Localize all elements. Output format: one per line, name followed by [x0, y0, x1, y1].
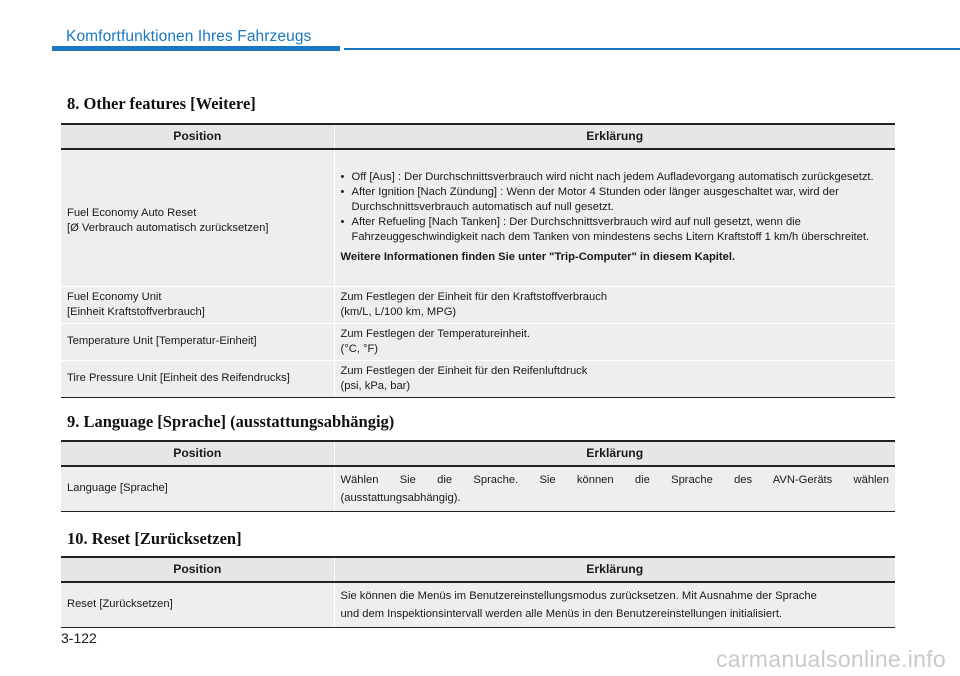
position-name: Reset [Zurücksetzen]	[67, 598, 173, 611]
explanation-cell	[334, 360, 895, 397]
position-cell	[61, 323, 334, 360]
position-name: Language [Sprache]	[67, 482, 168, 495]
language-table	[61, 440, 895, 512]
position-name: Fuel Economy Unit	[67, 290, 162, 303]
table-row	[61, 286, 895, 323]
column-header-explanation: Erklärung	[334, 557, 895, 582]
explanation-cell	[334, 582, 895, 627]
reference-note: Weitere Informationen finden Sie unter "Trip-Computer" in diesem Kapitel.	[340, 250, 736, 263]
table-row	[61, 323, 895, 360]
list-item: • Off [Aus] : Der Durchschnittsverbrauch wird nicht nach jedem Aufladevorgang automatisch zurückgesetzt.	[341, 170, 890, 185]
table-row	[61, 149, 895, 286]
explanation-line: (psi, kPa, bar)	[340, 379, 411, 392]
section-title-other-features: 8. Other features [Weitere]	[67, 94, 256, 113]
reset-table	[61, 556, 895, 628]
explanation-line: Zum Festlegen der Einheit für den Kraftstoffverbrauch	[340, 290, 608, 303]
explanation-cell	[334, 323, 895, 360]
table-row	[61, 360, 895, 397]
table-row	[61, 466, 895, 511]
position-cell	[61, 286, 334, 323]
explanation-line: Zum Festlegen der Einheit für den Reifenluftdruck	[340, 364, 588, 377]
section-title-reset: 10. Reset [Zurücksetzen]	[67, 529, 242, 548]
chapter-title: Komfortfunktionen Ihres Fahrzeugs	[66, 28, 312, 45]
explanation-line: und dem Inspektionsintervall werden alle Menüs in den Benutzereinstellungen initialisiert.	[340, 607, 783, 620]
explanation-cell	[334, 149, 895, 286]
column-header-explanation: Erklärung	[334, 441, 895, 466]
explanation-line: Wählen Sie die Sprache. Sie können die Sprache des AVN-Geräts wählen	[340, 473, 889, 486]
explanation-line: Zum Festlegen der Temperatureinheit.	[340, 327, 530, 340]
position-name: Temperature Unit [Temperatur-Einheit]	[67, 335, 257, 347]
explanation-cell	[334, 466, 895, 511]
chapter-header	[52, 24, 960, 52]
table-row	[61, 582, 895, 627]
page-number: 3-122	[61, 630, 97, 646]
watermark-text: carmanualsonline.info	[715, 646, 946, 672]
position-cell	[61, 360, 334, 397]
position-name: Tire Pressure Unit [Einheit des Reifendrucks]	[67, 372, 290, 384]
explanation-cell	[334, 286, 895, 323]
column-header-position: Position	[61, 124, 334, 149]
table-header-row	[61, 124, 895, 149]
position-cell	[61, 466, 334, 511]
explanation-line: (ausstattungsabhängig).	[340, 491, 461, 504]
header-accent-bar	[52, 46, 340, 51]
position-translation: [Ø Verbrauch automatisch zurücksetzen]	[67, 222, 269, 235]
list-item: • After Ignition [Nach Zündung] : Wenn der Motor 4 Stunden oder länger ausgeschaltet war, wird der Durchschnittsverbrauch automatisch auf null gesetzt.	[341, 185, 890, 215]
header-rule	[344, 48, 960, 50]
explanation-line: Sie können die Menüs im Benutzereinstellungsmodus zurücksetzen. Mit Ausnahme der Sprache	[340, 589, 817, 602]
list-item: • After Refueling [Nach Tanken] : Der Durchschnittsverbrauch wird auf null gesetzt, wenn die Fahrzeuggeschwindigkeit nach dem Tanken von mindestens sechs Litern Kraftstoff 1 km/h überschreitet.	[341, 215, 890, 245]
section-title-language: 9. Language [Sprache] (ausstattungsabhängig)	[67, 412, 395, 431]
table-header-row	[61, 557, 895, 582]
explanation-line: (km/L, L/100 km, MPG)	[340, 305, 457, 318]
position-cell	[61, 582, 334, 627]
position-cell	[61, 149, 334, 286]
column-header-position: Position	[61, 441, 334, 466]
position-name: Fuel Economy Auto Reset	[67, 207, 197, 220]
explanation-line: (°C, °F)	[340, 342, 379, 355]
column-header-explanation: Erklärung	[334, 124, 895, 149]
column-header-position: Position	[61, 557, 334, 582]
position-translation: [Einheit Kraftstoffverbrauch]	[67, 305, 205, 318]
table-header-row	[61, 441, 895, 466]
other-features-table	[61, 123, 895, 398]
